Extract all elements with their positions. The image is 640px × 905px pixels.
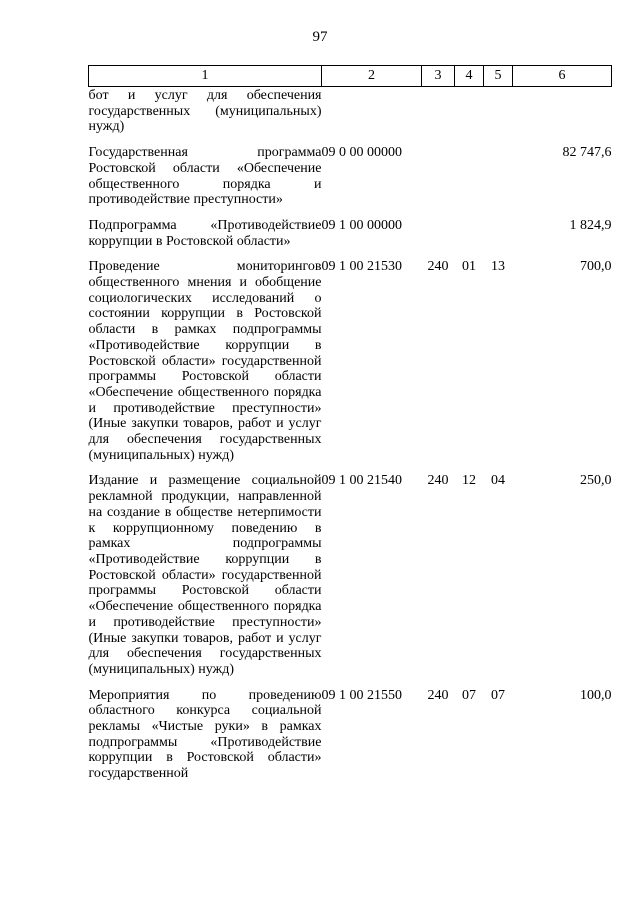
row-code xyxy=(322,87,422,146)
row-code: 09 1 00 21550 xyxy=(321,687,402,703)
row-vr xyxy=(422,145,455,218)
header-col-3: 3 xyxy=(422,66,455,87)
row-amount: 700,0 xyxy=(580,259,612,275)
row-rz xyxy=(455,218,484,259)
row-description: Мероприятия по проведению областного конкурса социальной рекламы «Чистые руки» в рамках подпрограммы «Противодействие коррупции в Ростовской области» государственной xyxy=(88,687,322,782)
header-row xyxy=(89,66,612,87)
row-pr: 04 xyxy=(491,473,505,489)
row-vr: 240 xyxy=(427,259,449,275)
row-code: 09 1 00 21530 xyxy=(321,259,402,275)
row-pr xyxy=(484,87,513,146)
row-pr xyxy=(484,218,513,259)
row-description: Издание и размещение социальной рекламной продукции, направленной на создание в обществе нетерпимости к коррупционному поведению в рамках подпрограммы «Противодействие коррупции в Ростовской области» государственной программы Ростовской области «Обеспечение общественного порядка и противодействие преступности» (Иные закупки товаров, работ и услуг для обеспечения государственных (муниципальных) нужд) xyxy=(88,473,322,677)
row-amount: 82 747,6 xyxy=(562,145,612,161)
table-row xyxy=(89,218,612,259)
row-amount: 100,0 xyxy=(580,687,612,703)
budget-table xyxy=(88,65,612,792)
page-number: 97 xyxy=(312,29,328,45)
header-col-1: 1 xyxy=(89,66,322,87)
row-pr: 07 xyxy=(491,687,505,703)
row-rz: 01 xyxy=(462,259,476,275)
row-vr xyxy=(422,87,455,146)
row-vr: 240 xyxy=(427,687,449,703)
row-amount: 250,0 xyxy=(580,473,612,489)
row-description: Проведение мониторингов общественного мнения и обобщение социологических исследований о состоянии коррупции в Ростовской области в рамках подпрограммы «Противодействие коррупции в Ростовской области» государственной программы Ростовской области «Обеспечение общественного порядка и противодействие преступности» (Иные закупки товаров, работ и услуг для обеспечения государственных (муниципальных) нужд) xyxy=(88,259,322,463)
header-col-2: 2 xyxy=(322,66,422,87)
header-col-6: 6 xyxy=(513,66,612,87)
row-pr xyxy=(484,145,513,218)
row-amount xyxy=(513,87,612,146)
row-description: бот и услуг для обеспечения государственных (муниципальных) нужд) xyxy=(88,88,322,135)
header-col-5: 5 xyxy=(484,66,513,87)
row-vr: 240 xyxy=(427,473,449,489)
row-description: Государственная программа Ростовской области «Обеспечение общественного порядка и противодействие преступности» xyxy=(88,145,322,208)
table-row xyxy=(89,87,612,146)
table-header xyxy=(89,66,612,87)
row-rz xyxy=(455,87,484,146)
row-code: 09 1 00 21540 xyxy=(321,473,402,489)
table-row xyxy=(89,145,612,218)
row-rz: 12 xyxy=(462,473,476,489)
row-amount: 1 824,9 xyxy=(569,217,612,233)
table-row xyxy=(89,688,612,792)
row-code: 09 0 00 00000 xyxy=(321,145,402,161)
row-rz: 07 xyxy=(462,687,476,703)
row-pr: 13 xyxy=(491,259,505,275)
table-row xyxy=(89,473,612,687)
row-rz xyxy=(455,145,484,218)
row-vr xyxy=(422,218,455,259)
table-body xyxy=(89,87,612,792)
row-code: 09 1 00 00000 xyxy=(321,217,402,233)
table-row xyxy=(89,259,612,473)
row-description: Подпрограмма «Противодействие коррупции в Ростовской области» xyxy=(88,217,322,249)
header-col-4: 4 xyxy=(455,66,484,87)
